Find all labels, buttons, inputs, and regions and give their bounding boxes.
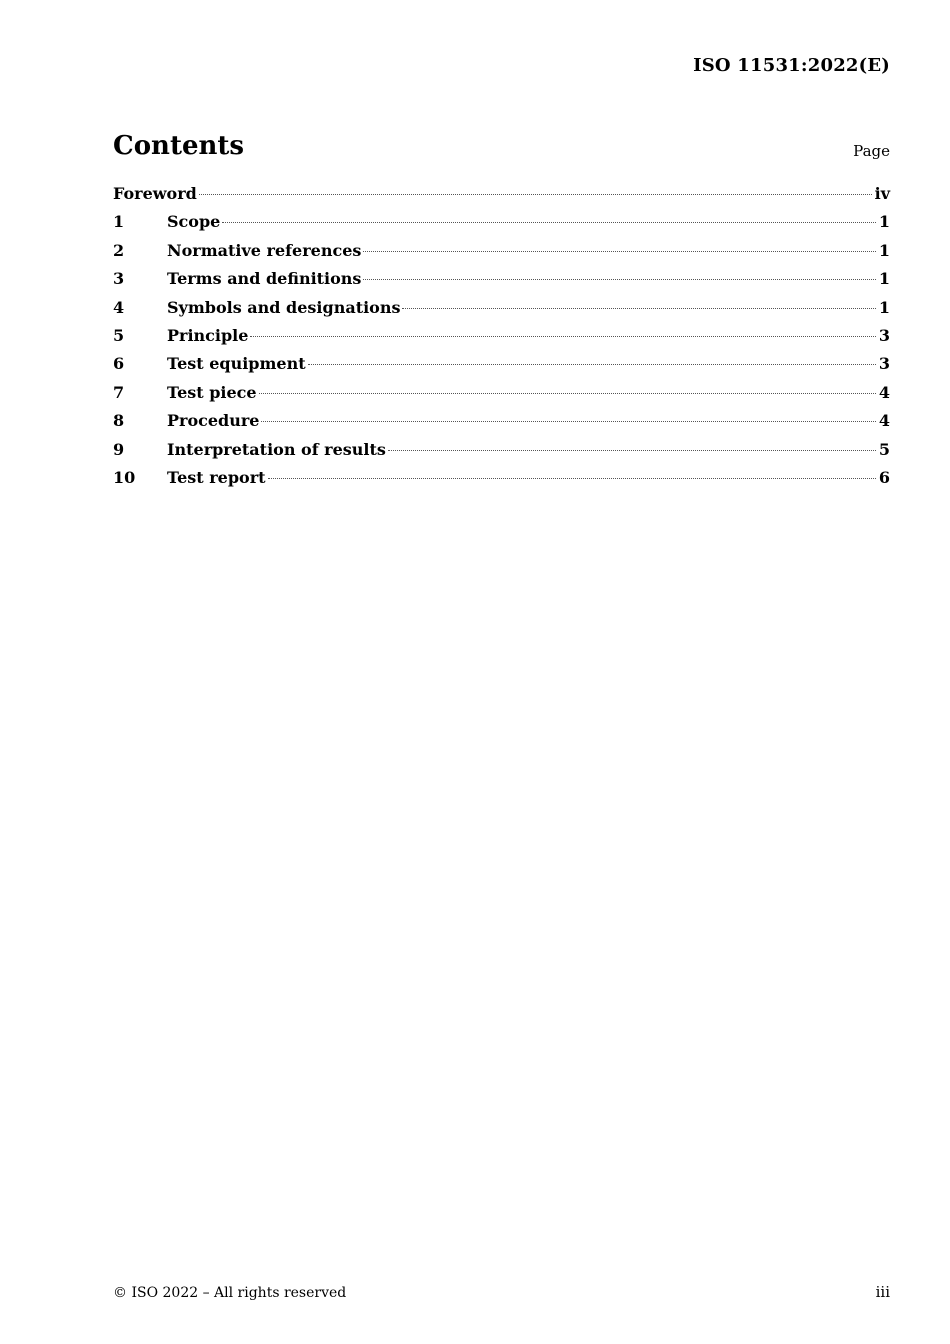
toc-entry-test-piece[interactable]	[113, 383, 890, 411]
toc-entry-scope[interactable]	[113, 212, 890, 240]
dot-leader	[268, 478, 876, 479]
document-reference: ISO 11531:2022(E)	[693, 55, 890, 76]
toc-entry-title[interactable]: Scope	[167, 212, 221, 232]
toc-entry-title[interactable]: Symbols and designations	[167, 297, 401, 317]
toc-entry-number: 8	[113, 411, 125, 431]
toc-entry-test-report[interactable]	[113, 468, 890, 496]
dot-leader	[259, 393, 876, 394]
toc-entry-title[interactable]: Test piece	[167, 382, 257, 402]
toc-entry-title[interactable]: Test report	[167, 467, 266, 487]
dot-leader	[363, 251, 875, 252]
dot-leader	[261, 421, 875, 422]
toc-entry-page[interactable]: 4	[878, 411, 890, 431]
toc-entry-title[interactable]: Normative references	[167, 240, 362, 260]
toc-entry-number: 10	[113, 467, 136, 487]
toc-entry-title[interactable]: Foreword	[113, 184, 197, 203]
toc-entry-symbols-and-designations[interactable]	[113, 298, 890, 326]
toc-entry-title[interactable]: Test equipment	[167, 354, 306, 374]
toc-entry-principle[interactable]	[113, 326, 890, 354]
toc-entry-terms-and-definitions[interactable]	[113, 269, 890, 297]
dot-leader	[363, 279, 875, 280]
toc-entry-page[interactable]: 3	[878, 354, 890, 374]
dot-leader	[222, 222, 876, 223]
toc-entry-page[interactable]: 3	[878, 325, 890, 345]
toc-entry-page[interactable]: 5	[878, 439, 890, 459]
page-number: iii	[875, 1283, 890, 1301]
toc-entry-page[interactable]: iv	[874, 184, 890, 203]
toc-entry-foreword[interactable]	[113, 184, 890, 212]
dot-leader	[388, 450, 876, 451]
toc-entry-interpretation-of-results[interactable]	[113, 440, 890, 468]
dot-leader	[402, 308, 875, 309]
toc-entry-title[interactable]: Procedure	[167, 411, 260, 431]
dot-leader	[199, 194, 872, 195]
toc-entry-number: 6	[113, 354, 125, 374]
toc-entry-page[interactable]: 1	[878, 269, 890, 289]
toc-entry-page[interactable]: 1	[878, 212, 890, 232]
toc-entry-number: 2	[113, 240, 125, 260]
page-column-label: Page	[853, 142, 890, 160]
toc-entry-normative-references[interactable]	[113, 241, 890, 269]
toc-entry-test-equipment[interactable]	[113, 354, 890, 382]
toc-entry-title[interactable]: Principle	[167, 325, 249, 345]
toc-entry-page[interactable]: 1	[878, 297, 890, 317]
dot-leader	[250, 336, 875, 337]
toc-entry-number: 4	[113, 297, 125, 317]
toc-entry-page[interactable]: 1	[878, 240, 890, 260]
contents-heading: Contents	[113, 131, 245, 161]
table-of-contents	[113, 184, 890, 496]
toc-entry-number: 3	[113, 269, 125, 289]
copyright-notice: © ISO 2022 – All rights reserved	[113, 1285, 347, 1301]
toc-entry-procedure[interactable]	[113, 411, 890, 439]
toc-entry-page[interactable]: 4	[878, 382, 890, 402]
toc-entry-number: 1	[113, 212, 125, 232]
toc-entry-page[interactable]: 6	[878, 467, 890, 487]
dot-leader	[308, 364, 876, 365]
toc-entry-number: 5	[113, 325, 125, 345]
toc-entry-number: 7	[113, 382, 125, 402]
toc-entry-title[interactable]: Terms and definitions	[167, 269, 362, 289]
toc-entry-title[interactable]: Interpretation of results	[167, 439, 386, 459]
toc-entry-number: 9	[113, 439, 125, 459]
